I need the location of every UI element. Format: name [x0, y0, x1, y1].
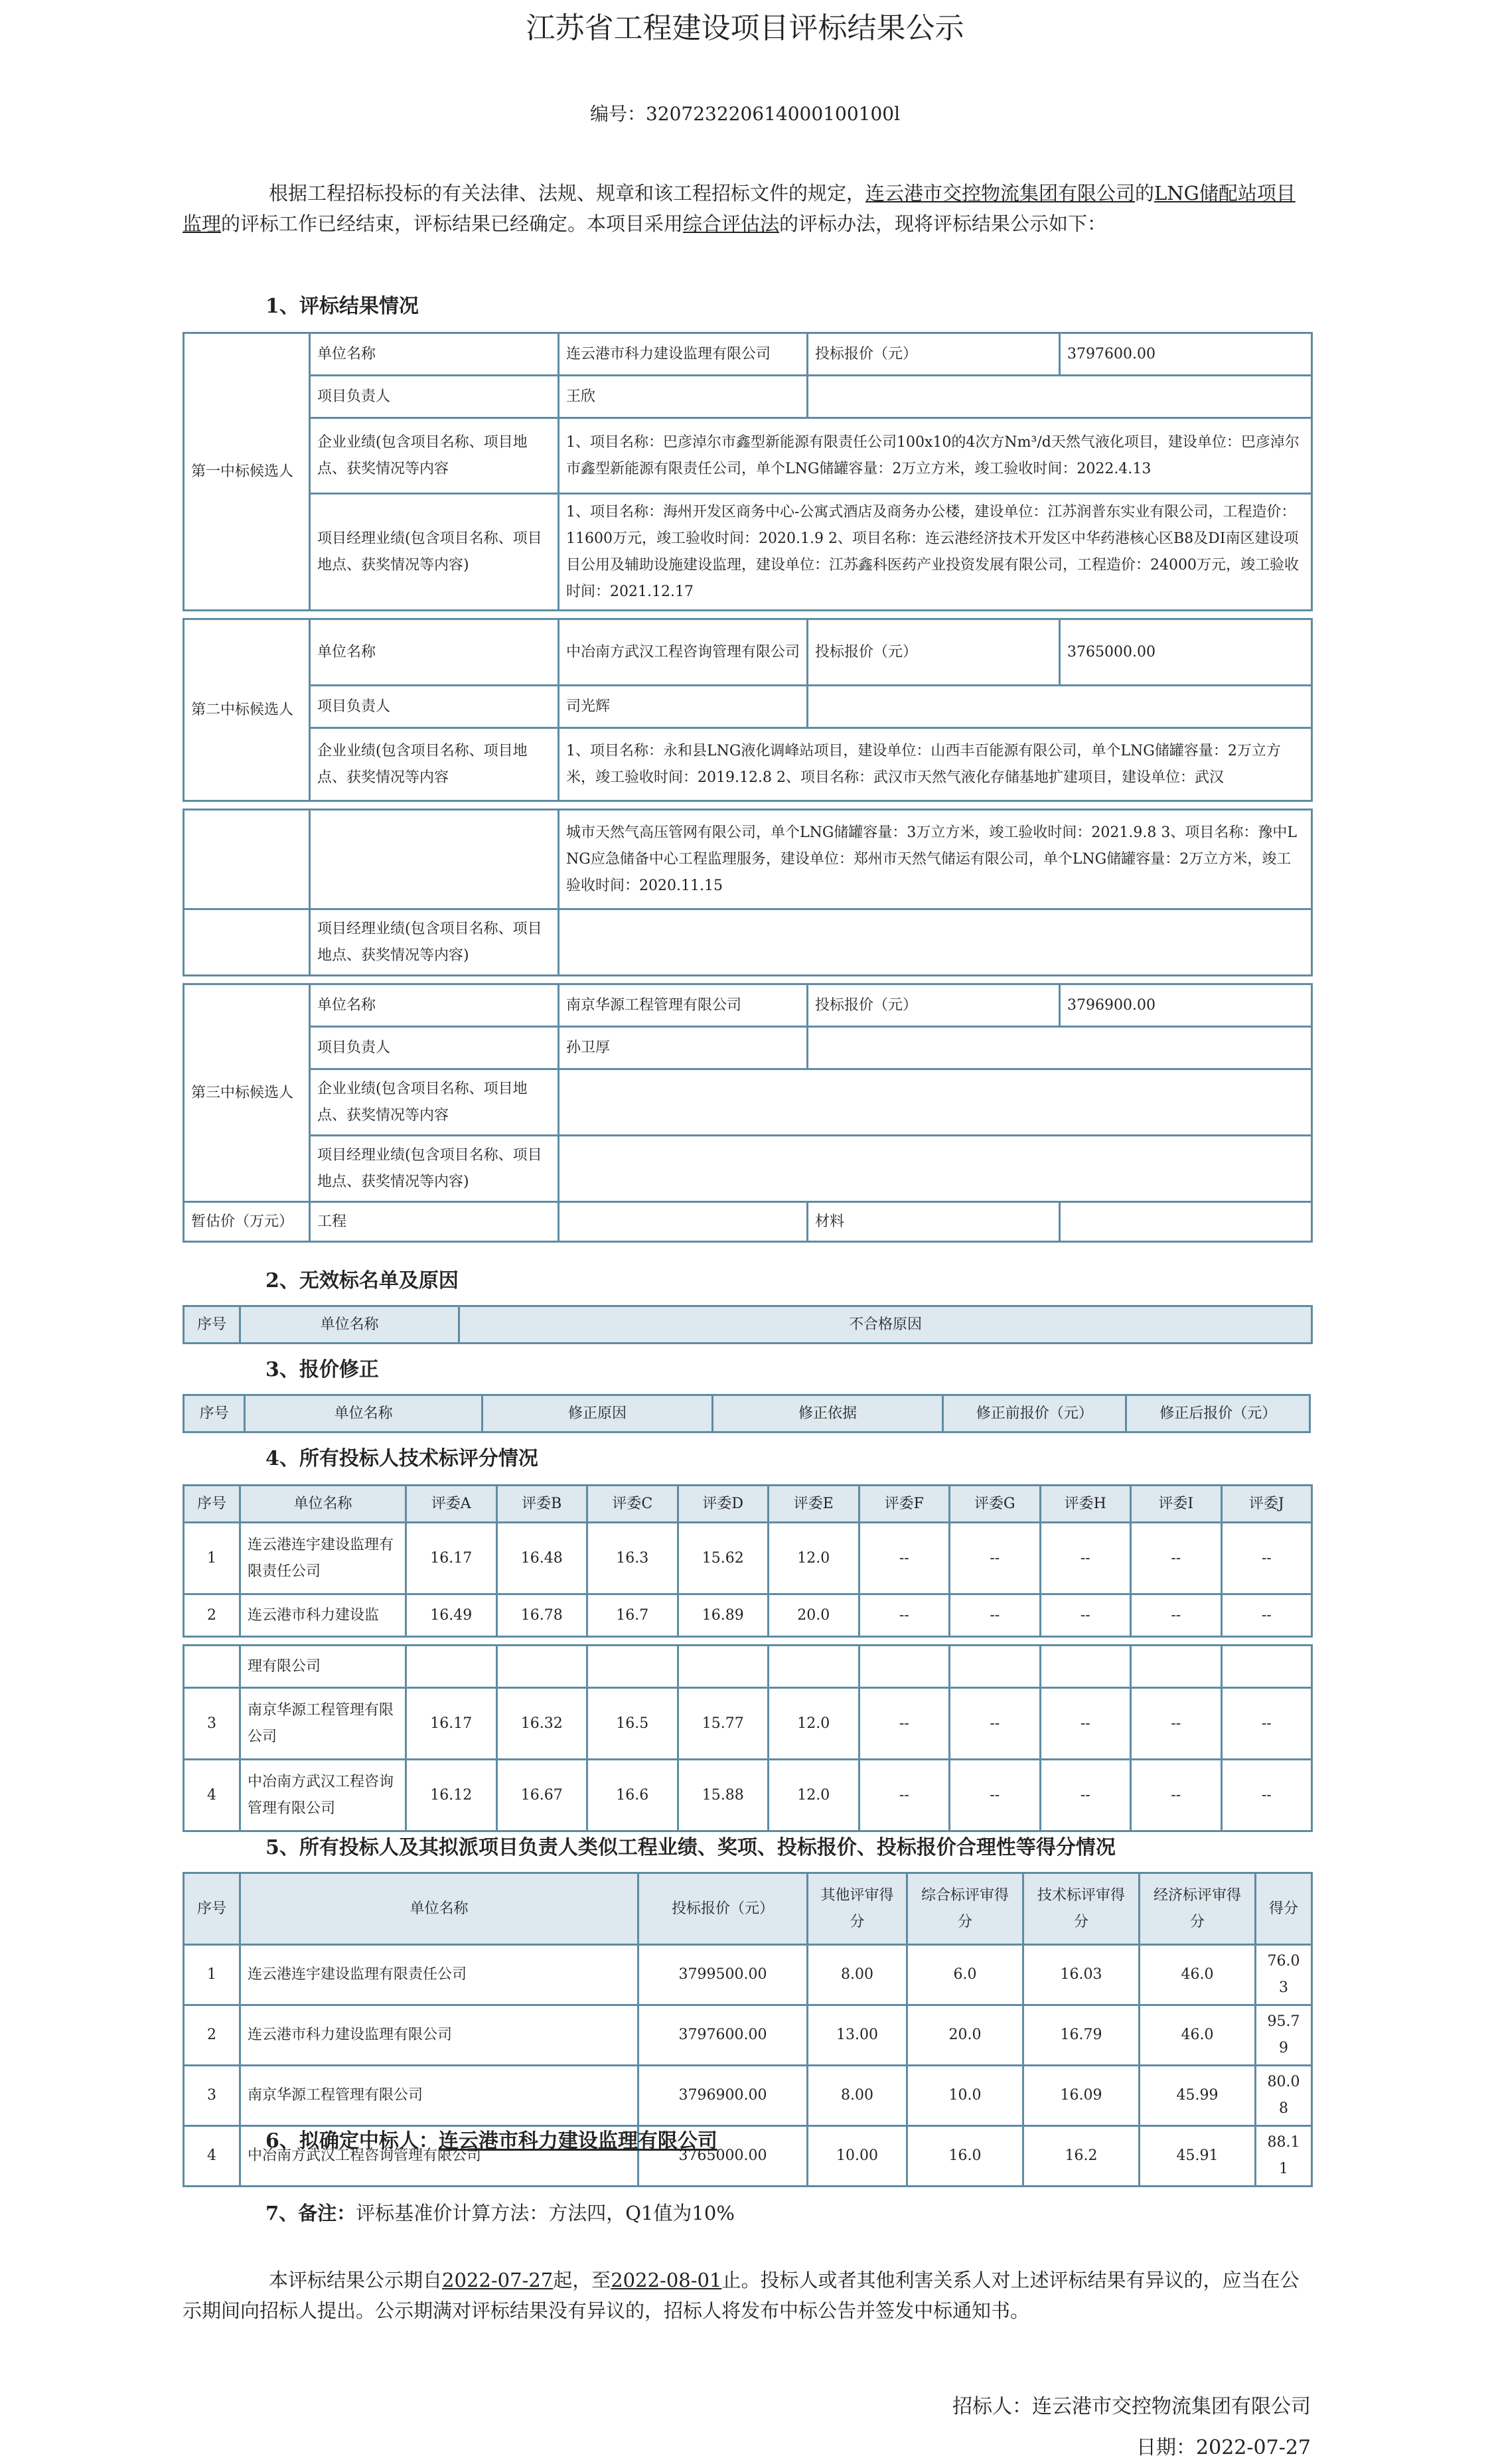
candidate3-unit: 南京华源工程管理有限公司: [559, 984, 808, 1027]
row-technical-score: 16.79: [1023, 2005, 1140, 2066]
score-cell: --: [950, 1760, 1041, 1831]
empty-cell: [808, 376, 1312, 418]
company-perf-label: 企业业绩(包含项目名称、项目地点、获奖情况等内容: [310, 728, 559, 801]
candidate1-price: 3797600.00: [1060, 333, 1312, 376]
col-header: 单位名称: [240, 1486, 406, 1523]
intro-text-3: 的评标工作已经结束，评标结果已经确定。本项目采用: [221, 212, 684, 235]
candidate1-manager-perf: 1、项目名称：海州开发区商务中心-公寓式酒店及商务办公楼，建设单位：江苏润普东实业有限公司，工程造价：11600万元，竣工验收时间：2020.1.9 2、项目名称：连云港经济技术开发区中华药港核心区B8及DI南区建设项目公用及辅助设施建设监理，建设单位：江苏鑫科医药产业投资发展有限公司，工程造价：24000万元，竣工验收时间：2021.12.17: [559, 494, 1312, 611]
row-total-score: 88.11: [1256, 2126, 1312, 2187]
works-label: 工程: [310, 1202, 559, 1242]
col-header: 不合格原因: [459, 1306, 1312, 1344]
table-row: [184, 1760, 1312, 1831]
row-comprehensive-score: 6.0: [907, 1945, 1023, 2005]
score-cell: 16.67: [496, 1760, 587, 1831]
closing-text-1: 本评标结果公示期自: [269, 2269, 443, 2291]
table-row: [184, 2066, 1312, 2126]
candidate2-company-perf-a: 1、项目名称：永和县LNG液化调峰站项目，建设单位：山西丰百能源有限公司，单个LNG储罐容量：2万立方米，竣工验收时间：2019.12.8 2、项目名称：武汉市天然气液化存储基地扩建项目，建设单位：武汉: [559, 728, 1312, 801]
section7-label: 7、备注：: [265, 2202, 356, 2224]
row-bid-price: 3797600.00: [638, 2005, 808, 2066]
col-header: 单位名称: [245, 1395, 483, 1432]
row-number: 3: [184, 2066, 240, 2126]
score-cell: --: [950, 1523, 1041, 1594]
candidate3-company-perf: [559, 1069, 1312, 1136]
table-row: [184, 2005, 1312, 2066]
manager-perf-label: 项目经理业绩(包含项目名称、项目地点、获奖情况等内容): [310, 1136, 559, 1202]
score-cell: 15.62: [678, 1523, 769, 1594]
publicity-start-date: 2022-07-27: [442, 2269, 554, 2291]
manager-perf-label: 项目经理业绩(包含项目名称、项目地点、获奖情况等内容): [310, 909, 559, 976]
spacer: [184, 801, 1312, 810]
row-number: 2: [184, 1594, 240, 1637]
row-comprehensive-score: 20.0: [907, 2005, 1023, 2066]
col-header: 单位名称: [240, 1873, 638, 1945]
row-other-score: 13.00: [808, 2005, 907, 2066]
intro-text-1: 根据工程招标投标的有关法律、法规、规章和该工程招标文件的规定，: [269, 182, 866, 204]
score-cell: 20.0: [769, 1594, 859, 1637]
closing-paragraph: [183, 2265, 1311, 2326]
col-header: 经济标评审得分: [1140, 1873, 1256, 1945]
invalid-bids-table: [183, 1305, 1313, 1344]
intro-method: 综合评估法: [683, 212, 780, 235]
row-economic-score: 46.0: [1140, 2005, 1256, 2066]
intro-text-4: 的评标办法，现将评标结果公示如下：: [779, 212, 1107, 235]
project-leader-label: 项目负责人: [310, 376, 559, 418]
candidate3-manager-perf: [559, 1136, 1312, 1202]
row-economic-score: 46.0: [1140, 1945, 1256, 2005]
col-header: 修正后报价（元）: [1126, 1395, 1310, 1432]
col-header: 单位名称: [240, 1306, 459, 1344]
section7-text: 评标基准价计算方法：方法四，Q1值为10%: [356, 2202, 735, 2224]
row-unit-name: 连云港市科力建设监: [240, 1594, 406, 1637]
tenderer-name: 连云港市交控物流集团有限公司: [1032, 2395, 1311, 2418]
score-cell: 12.0: [769, 1688, 859, 1760]
section5-title: 5、所有投标人及其拟派项目负责人类似工程业绩、奖项、投标报价、投标报价合理性等得分情况: [265, 1836, 1116, 1859]
score-cell: --: [1040, 1523, 1131, 1594]
date-label: 日期：: [1136, 2436, 1197, 2459]
score-cell: --: [859, 1688, 950, 1760]
score-cell: --: [1131, 1594, 1222, 1637]
score-cell: --: [859, 1760, 950, 1831]
score-cell: --: [950, 1594, 1041, 1637]
col-header: 投标报价（元）: [638, 1873, 808, 1945]
publicity-end-date: 2022-08-01: [611, 2269, 722, 2291]
bid-price-label: 投标报价（元）: [808, 333, 1060, 376]
col-header: 评委E: [769, 1486, 859, 1523]
empty-cell: [678, 1646, 769, 1688]
candidate1-label: 第一中标候选人: [184, 333, 310, 611]
empty-cell: [808, 686, 1312, 728]
row-bid-price: 3799500.00: [638, 1945, 808, 2005]
col-header: 评委A: [406, 1486, 497, 1523]
document-number: [0, 100, 1490, 126]
score-cell: --: [859, 1594, 950, 1637]
score-cell: --: [1040, 1760, 1131, 1831]
spacer: [184, 611, 1312, 619]
works-value: [559, 1202, 808, 1242]
intro-project: LNG储配站项目监理: [183, 182, 1296, 235]
score-cell: 16.78: [496, 1594, 587, 1637]
document-number-value: 320723220614000100100l: [645, 103, 901, 125]
candidate1-unit: 连云港市科力建设监理有限公司: [559, 333, 808, 376]
section7-note: [265, 2198, 735, 2226]
section1-title: 1、评标结果情况: [265, 295, 419, 318]
project-leader-label: 项目负责人: [310, 686, 559, 728]
score-cell: 16.7: [587, 1594, 678, 1637]
score-cell: 16.89: [678, 1594, 769, 1637]
section3-title: 3、报价修正: [265, 1358, 379, 1381]
row-number: 1: [184, 1523, 240, 1594]
row-economic-score: 45.99: [1140, 2066, 1256, 2126]
table-row-continued: [184, 1646, 1312, 1688]
score-cell: 16.17: [406, 1523, 497, 1594]
winning-bidder: 连云港市科力建设监理有限公司: [438, 2129, 717, 2153]
intro-tenderer: 连云港市交控物流集团有限公司: [865, 182, 1136, 204]
price-correction-table: [183, 1394, 1311, 1433]
unit-name-label: 单位名称: [310, 619, 559, 686]
section6-title: [265, 2124, 717, 2153]
empty-cell: [184, 909, 310, 976]
score-cell: 16.6: [587, 1760, 678, 1831]
table-row: [184, 1688, 1312, 1760]
score-cell: --: [1221, 1760, 1312, 1831]
score-cell: 12.0: [769, 1523, 859, 1594]
page-title: 江苏省工程建设项目评标结果公示: [526, 11, 964, 45]
materials-value: [1060, 1202, 1312, 1242]
table-row: [184, 1523, 1312, 1594]
row-other-score: 8.00: [808, 2066, 907, 2126]
score-cell: --: [1221, 1594, 1312, 1637]
row-bid-price: 3796900.00: [638, 2066, 808, 2126]
empty-cell: [587, 1646, 678, 1688]
row-unit-name: 中冶南方武汉工程咨询管理有限公司: [240, 2126, 638, 2187]
signature-tenderer: [952, 2390, 1311, 2419]
empty-cell: [184, 810, 310, 909]
estimate-label: 暂估价（万元）: [184, 1202, 310, 1242]
candidate2-leader: 司光辉: [559, 686, 808, 728]
candidate1-leader: 王欣: [559, 376, 808, 418]
score-cell: 16.5: [587, 1688, 678, 1760]
manager-perf-label: 项目经理业绩(包含项目名称、项目地点、获奖情况等内容): [310, 494, 559, 611]
candidate2-manager-perf: [559, 909, 1312, 976]
row-technical-score: 16.09: [1023, 2066, 1140, 2126]
col-header: 序号: [184, 1873, 240, 1945]
row-comprehensive-score: 16.0: [907, 2126, 1023, 2187]
candidate3-label: 第三中标候选人: [184, 984, 310, 1202]
document-number-label: 编号：: [589, 103, 646, 125]
col-header: 评委H: [1040, 1486, 1131, 1523]
row-unit-name: 南京华源工程管理有限公司: [240, 2066, 638, 2126]
empty-cell: [859, 1646, 950, 1688]
unit-name-label: 单位名称: [310, 984, 559, 1027]
col-header: 其他评审得分: [808, 1873, 907, 1945]
company-perf-label: 企业业绩(包含项目名称、项目地点、获奖情况等内容: [310, 1069, 559, 1136]
col-header: 修正依据: [712, 1395, 942, 1432]
score-cell: --: [1221, 1523, 1312, 1594]
score-cell: 16.12: [406, 1760, 497, 1831]
row-number: 2: [184, 2005, 240, 2066]
score-cell: 12.0: [769, 1760, 859, 1831]
empty-cell: [310, 810, 559, 909]
row-total-score: 80.08: [1256, 2066, 1312, 2126]
col-header: 序号: [184, 1306, 240, 1344]
score-cell: --: [1131, 1688, 1222, 1760]
row-other-score: 10.00: [808, 2126, 907, 2187]
technical-score-table: [183, 1484, 1313, 1832]
empty-cell: [406, 1646, 497, 1688]
row-number: 4: [184, 2126, 240, 2187]
col-header: 评委C: [587, 1486, 678, 1523]
evaluation-result-table: [183, 332, 1313, 1243]
empty-cell: [769, 1646, 859, 1688]
tenderer-label: 招标人：: [952, 2395, 1032, 2418]
intro-paragraph: [183, 178, 1311, 239]
score-cell: 16.17: [406, 1688, 497, 1760]
closing-text-3: 止。投标人或者其他利害关系人对上述评标结果有异议的，应当在公示期间向招标人提出。公示期满对评标结果没有异议的，招标人将发布中标公告并签发中标通知书。: [183, 2269, 1300, 2322]
score-cell: 15.88: [678, 1760, 769, 1831]
col-header: 修正前报价（元）: [942, 1395, 1126, 1432]
col-header: 评委B: [496, 1486, 587, 1523]
col-header: 评委I: [1131, 1486, 1222, 1523]
row-technical-score: 16.2: [1023, 2126, 1140, 2187]
empty-cell: [1040, 1646, 1131, 1688]
project-leader-label: 项目负责人: [310, 1027, 559, 1069]
col-header: 序号: [184, 1395, 245, 1432]
row-unit-name: 连云港连宇建设监理有限责任公司: [240, 1523, 406, 1594]
intro-text-2: 的: [1135, 182, 1155, 204]
empty-cell: [808, 1027, 1312, 1069]
candidate2-label: 第二中标候选人: [184, 619, 310, 801]
col-header: 综合标评审得分: [907, 1873, 1023, 1945]
score-cell: --: [859, 1523, 950, 1594]
col-header: 评委F: [859, 1486, 950, 1523]
signature-date: [1136, 2431, 1311, 2460]
spacer: [184, 976, 1312, 984]
unit-name-label: 单位名称: [310, 333, 559, 376]
section4-title: 4、所有投标人技术标评分情况: [265, 1447, 538, 1470]
empty-cell: [1221, 1646, 1312, 1688]
col-header: 序号: [184, 1486, 240, 1523]
materials-label: 材料: [808, 1202, 1060, 1242]
score-cell: --: [1040, 1594, 1131, 1637]
row-unit-name: 连云港连宇建设监理有限责任公司: [240, 1945, 638, 2005]
row-number: 4: [184, 1760, 240, 1831]
candidate2-unit: 中冶南方武汉工程咨询管理有限公司: [559, 619, 808, 686]
row-unit-name: 连云港市科力建设监理有限公司: [240, 2005, 638, 2066]
row-number: 1: [184, 1945, 240, 2005]
score-cell: 16.48: [496, 1523, 587, 1594]
candidate3-leader: 孙卫厚: [559, 1027, 808, 1069]
row-unit-name: 南京华源工程管理有限公司: [240, 1688, 406, 1760]
table-row: [184, 1945, 1312, 2005]
col-header: 评委D: [678, 1486, 769, 1523]
table-row: [184, 1594, 1312, 1637]
col-header: 评委J: [1221, 1486, 1312, 1523]
bid-price-label: 投标报价（元）: [808, 984, 1060, 1027]
score-cell: 15.77: [678, 1688, 769, 1760]
row-total-score: 95.79: [1256, 2005, 1312, 2066]
spacer: [184, 1637, 1312, 1646]
row-unit-name-continued: 理有限公司: [240, 1646, 406, 1688]
col-header: 修正原因: [482, 1395, 712, 1432]
score-cell: --: [1040, 1688, 1131, 1760]
candidate3-price: 3796900.00: [1060, 984, 1312, 1027]
empty-cell: [496, 1646, 587, 1688]
score-cell: 16.49: [406, 1594, 497, 1637]
section6-label: 6、拟确定中标人：: [265, 2129, 439, 2153]
col-header: 得分: [1256, 1873, 1312, 1945]
row-total-score: 76.03: [1256, 1945, 1312, 2005]
closing-text-2: 起，至: [553, 2269, 611, 2291]
section2-title: 2、无效标名单及原因: [265, 1269, 459, 1292]
row-number: 3: [184, 1688, 240, 1760]
empty-cell: [1131, 1646, 1222, 1688]
row-bid-price: 3765000.00: [638, 2126, 808, 2187]
score-cell: --: [1131, 1760, 1222, 1831]
col-header: 评委G: [950, 1486, 1041, 1523]
row-economic-score: 45.91: [1140, 2126, 1256, 2187]
candidate2-company-perf-b: 城市天然气高压管网有限公司，单个LNG储罐容量：3万立方米，竣工验收时间：2021.9.8 3、项目名称：豫中LNG应急储备中心工程监理服务，建设单位：郑州市天然气储运有限公司，单个LNG储罐容量：2万立方米，竣工验收时间：2020.11.15: [559, 810, 1312, 909]
row-other-score: 8.00: [808, 1945, 907, 2005]
date-value: 2022-07-27: [1196, 2436, 1311, 2459]
score-cell: --: [1221, 1688, 1312, 1760]
score-cell: 16.32: [496, 1688, 587, 1760]
score-cell: 16.3: [587, 1523, 678, 1594]
row-unit-name: 中冶南方武汉工程咨询管理有限公司: [240, 1760, 406, 1831]
score-cell: --: [950, 1688, 1041, 1760]
col-header: 技术标评审得分: [1023, 1873, 1140, 1945]
company-perf-label: 企业业绩(包含项目名称、项目地点、获奖情况等内容: [310, 418, 559, 494]
bid-price-label: 投标报价（元）: [808, 619, 1060, 686]
score-cell: --: [1131, 1523, 1222, 1594]
candidate1-company-perf: 1、项目名称：巴彦淖尔市鑫型新能源有限责任公司100x10的4次方Nm³/d天然气液化项目，建设单位：巴彦淖尔市鑫型新能源有限责任公司，单个LNG储罐容量：2万立方米，竣工验收时间：2022.4.13: [559, 418, 1312, 494]
row-technical-score: 16.03: [1023, 1945, 1140, 2005]
candidate2-price: 3765000.00: [1060, 619, 1312, 686]
empty-cell: [184, 1646, 240, 1688]
empty-cell: [950, 1646, 1041, 1688]
row-comprehensive-score: 10.0: [907, 2066, 1023, 2126]
